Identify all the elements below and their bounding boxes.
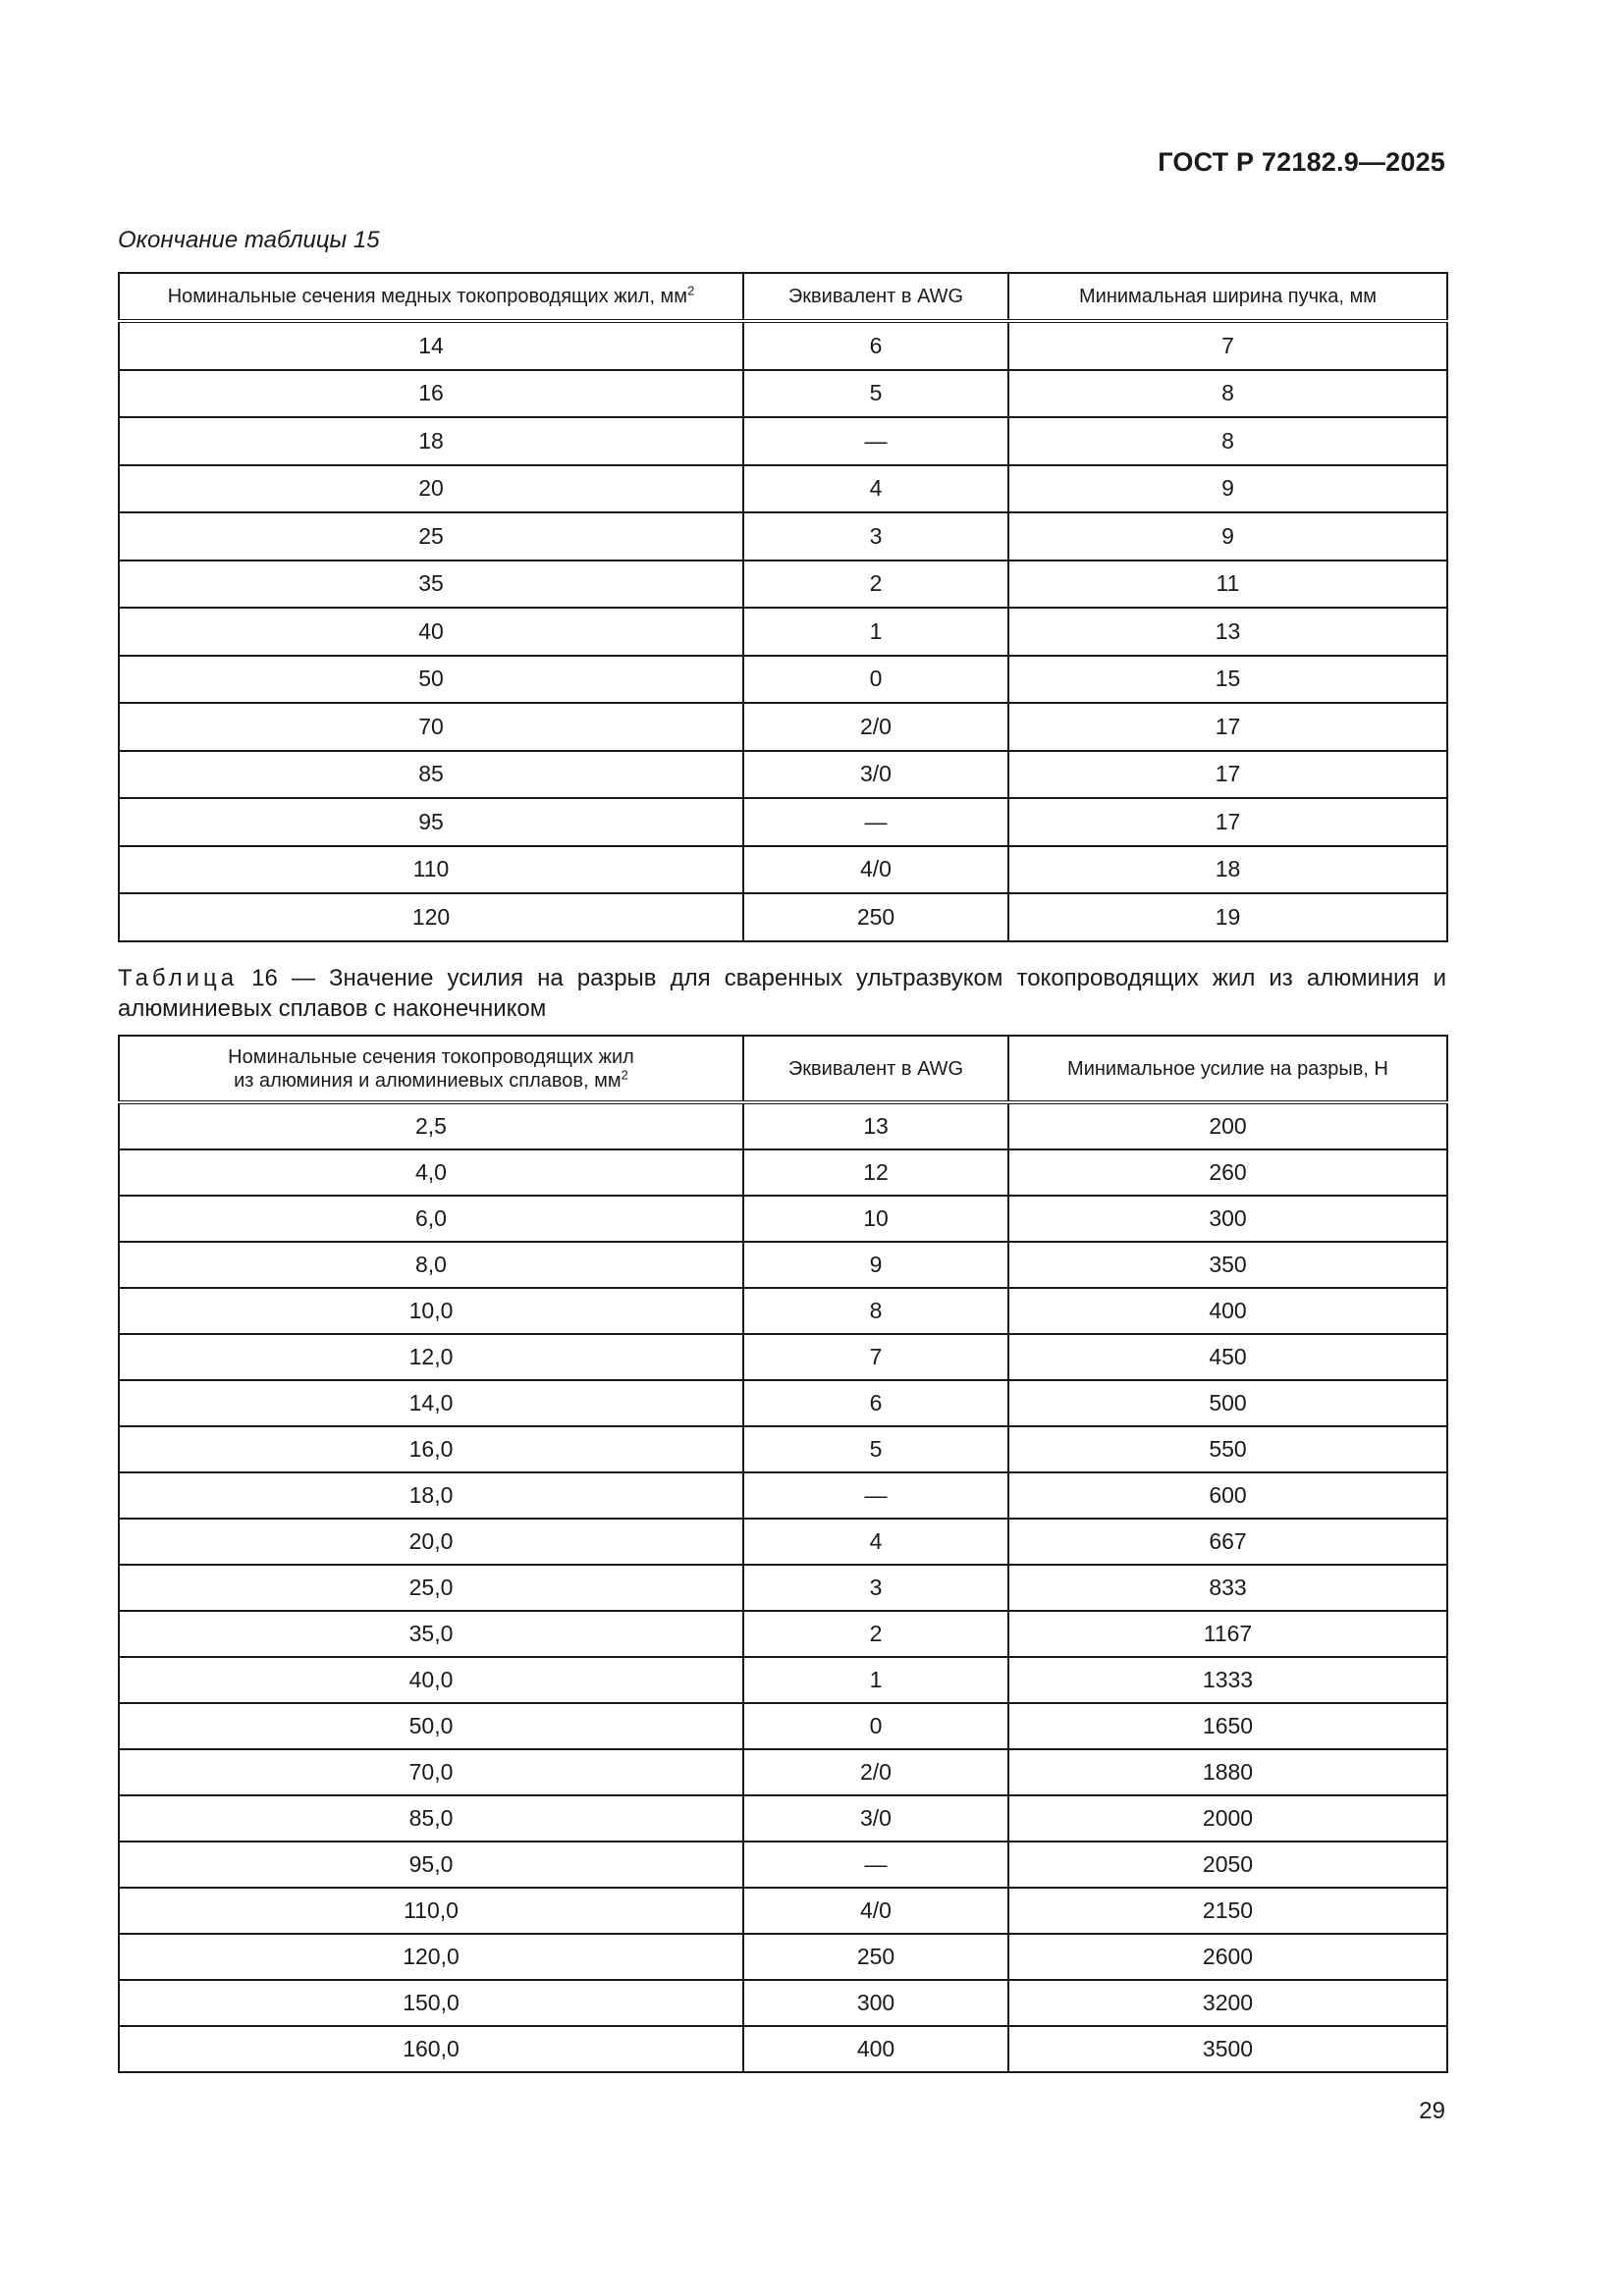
table16-row: [119, 1242, 1447, 1288]
table16-cell-value: 833: [1008, 1565, 1447, 1611]
table15-cell-cross-section: 16: [119, 370, 743, 418]
table16-cell-awg: —: [743, 1842, 1008, 1888]
table16-cell-cross-section: 160,0: [119, 2026, 743, 2072]
table15-cell-cross-section: 18: [119, 417, 743, 465]
table15-row: [119, 703, 1447, 751]
table16-header-cross-section: Номинальные сечения токопроводящих жил из алюминия и алюминиевых сплавов, $мм^2$: [119, 1036, 743, 1102]
table16-row: [119, 1611, 1447, 1657]
table16-cell-awg: 3: [743, 1565, 1008, 1611]
table16-cell-cross-section: 10,0: [119, 1288, 743, 1334]
table16-cell-awg: 6: [743, 1380, 1008, 1426]
table16-row: [119, 1288, 1447, 1334]
table15-cell-cross-section: 110: [119, 846, 743, 894]
table16-cell-value: 2050: [1008, 1842, 1447, 1888]
table16-cell-cross-section: 110,0: [119, 1888, 743, 1934]
table16-cell-value: 2600: [1008, 1934, 1447, 1980]
table16-header-min-force: Минимальное усилие на разрыв, Н: [1008, 1036, 1447, 1102]
table16-cell-awg: 10: [743, 1196, 1008, 1242]
table16-row: [119, 1519, 1447, 1565]
table16-caption-label: Таблица: [118, 965, 239, 991]
table15-cell-cross-section: 50: [119, 656, 743, 704]
table16-cell-value: 667: [1008, 1519, 1447, 1565]
table16-cell-value: 300: [1008, 1196, 1447, 1242]
table15-cell-value: 17: [1008, 703, 1447, 751]
table16-row: [119, 1196, 1447, 1242]
table16-cell-value: 350: [1008, 1242, 1447, 1288]
table15-header-row: [119, 273, 1447, 321]
table16-cell-awg: 12: [743, 1149, 1008, 1196]
table16-cell-awg: 3/0: [743, 1795, 1008, 1842]
table16-row: [119, 1565, 1447, 1611]
table16-cell-value: 1880: [1008, 1749, 1447, 1795]
table16-caption: [118, 963, 1446, 1024]
table16-row: [119, 2026, 1447, 2072]
table15-cell-value: 11: [1008, 561, 1447, 609]
table16-cell-awg: 250: [743, 1934, 1008, 1980]
table15-header-min-width: Минимальная ширина пучка, мм: [1008, 273, 1447, 321]
table16-cell-cross-section: 50,0: [119, 1703, 743, 1749]
table16-cell-cross-section: 20,0: [119, 1519, 743, 1565]
table16-cell-cross-section: 14,0: [119, 1380, 743, 1426]
table15-cell-cross-section: 120: [119, 893, 743, 941]
table16-cell-cross-section: 40,0: [119, 1657, 743, 1703]
table16-cell-cross-section: 85,0: [119, 1795, 743, 1842]
table16-cell-cross-section: 12,0: [119, 1334, 743, 1380]
table16-cell-awg: 300: [743, 1980, 1008, 2026]
table15-row: [119, 417, 1447, 465]
table16-cell-awg: 4: [743, 1519, 1008, 1565]
table15-row: [119, 846, 1447, 894]
table16-cell-value: 550: [1008, 1426, 1447, 1472]
table15-cell-cross-section: 70: [119, 703, 743, 751]
table15-cell-cross-section: 20: [119, 465, 743, 513]
table16-cell-awg: 8: [743, 1288, 1008, 1334]
table16-cell-value: 1167: [1008, 1611, 1447, 1657]
table16-row: [119, 1472, 1447, 1519]
table15-row: [119, 656, 1447, 704]
table-15: [118, 272, 1448, 942]
table15-cell-value: 8: [1008, 417, 1447, 465]
table16-caption-text: 16 — Значение усилия на разрыв для сваренных ультразвуком токопроводящих жил из алюминия и алюминиевых сплавов с наконечником: [118, 965, 1446, 1022]
table16-cell-value: 3200: [1008, 1980, 1447, 2026]
table16-cell-awg: 1: [743, 1657, 1008, 1703]
table15-header-awg: Эквивалент в AWG: [743, 273, 1008, 321]
table16-cell-value: 500: [1008, 1380, 1447, 1426]
table15-cell-value: 17: [1008, 751, 1447, 799]
table16-cell-awg: 4/0: [743, 1888, 1008, 1934]
table16-cell-cross-section: 18,0: [119, 1472, 743, 1519]
table15-row: [119, 370, 1447, 418]
table16-row: [119, 1795, 1447, 1842]
table16-row: [119, 1657, 1447, 1703]
table16-cell-cross-section: 35,0: [119, 1611, 743, 1657]
table15-cell-value: 15: [1008, 656, 1447, 704]
table15-row: [119, 751, 1447, 799]
table16-cell-awg: 5: [743, 1426, 1008, 1472]
table16-row: [119, 1703, 1447, 1749]
table-16: [118, 1035, 1448, 2073]
table15-cell-awg: 3: [743, 512, 1008, 561]
table16-cell-awg: 400: [743, 2026, 1008, 2072]
table15-cell-awg: 1: [743, 608, 1008, 656]
table16-cell-awg: 7: [743, 1334, 1008, 1380]
table15-row: [119, 798, 1447, 846]
table16-cell-awg: 9: [743, 1242, 1008, 1288]
table16-cell-awg: —: [743, 1472, 1008, 1519]
table15-cell-awg: 6: [743, 321, 1008, 370]
table16-cell-value: 200: [1008, 1102, 1447, 1149]
table16-cell-cross-section: 4,0: [119, 1149, 743, 1196]
table16-cell-cross-section: 25,0: [119, 1565, 743, 1611]
table15-cell-value: 18: [1008, 846, 1447, 894]
table16-row: [119, 1934, 1447, 1980]
table16-cell-cross-section: 120,0: [119, 1934, 743, 1980]
page-number: 29: [1419, 2098, 1445, 2124]
table15-cell-cross-section: 25: [119, 512, 743, 561]
table15-cell-value: 19: [1008, 893, 1447, 941]
table16-row: [119, 1334, 1447, 1380]
table16-row: [119, 1426, 1447, 1472]
table16-cell-cross-section: 2,5: [119, 1102, 743, 1149]
table15-row: [119, 512, 1447, 561]
table16-cell-value: 260: [1008, 1149, 1447, 1196]
table16-header-awg: Эквивалент в AWG: [743, 1036, 1008, 1102]
table16-cell-cross-section: 95,0: [119, 1842, 743, 1888]
table16-cell-value: 2000: [1008, 1795, 1447, 1842]
table16-row: [119, 1380, 1447, 1426]
table15-row: [119, 561, 1447, 609]
table15-cell-awg: 4: [743, 465, 1008, 513]
table16-cell-cross-section: 16,0: [119, 1426, 743, 1472]
table15-cell-value: 9: [1008, 512, 1447, 561]
table15-cell-value: 7: [1008, 321, 1447, 370]
table15-cell-awg: —: [743, 798, 1008, 846]
table15-cell-value: 8: [1008, 370, 1447, 418]
table16-row: [119, 1842, 1447, 1888]
table16-header-row: [119, 1036, 1447, 1102]
table16-cell-awg: 13: [743, 1102, 1008, 1149]
table16-cell-value: 2150: [1008, 1888, 1447, 1934]
table15-row: [119, 608, 1447, 656]
table16-cell-awg: 0: [743, 1703, 1008, 1749]
table15-row: [119, 321, 1447, 370]
table15-cell-awg: 2/0: [743, 703, 1008, 751]
table15-cell-cross-section: 40: [119, 608, 743, 656]
table16-cell-value: 400: [1008, 1288, 1447, 1334]
table15-cell-awg: 5: [743, 370, 1008, 418]
document-code: ГОСТ Р 72182.9—2025: [1158, 147, 1445, 177]
table16-row: [119, 1888, 1447, 1934]
table15-cell-awg: 0: [743, 656, 1008, 704]
table16-cell-cross-section: 8,0: [119, 1242, 743, 1288]
table16-cell-value: 3500: [1008, 2026, 1447, 2072]
table16-cell-cross-section: 6,0: [119, 1196, 743, 1242]
table15-cell-awg: 4/0: [743, 846, 1008, 894]
table15-cell-awg: 2: [743, 561, 1008, 609]
table16-cell-awg: 2: [743, 1611, 1008, 1657]
table16-cell-cross-section: 150,0: [119, 1980, 743, 2026]
table15-continuation-label: Окончание таблицы 15: [118, 227, 380, 253]
table15-cell-value: 9: [1008, 465, 1447, 513]
table15-cell-cross-section: 14: [119, 321, 743, 370]
table16-cell-value: 1333: [1008, 1657, 1447, 1703]
table15-header-cross-section: Номинальные сечения медных токопроводящих жил, $мм^2$: [119, 273, 743, 321]
table16-cell-value: 600: [1008, 1472, 1447, 1519]
table16-row: [119, 1102, 1447, 1149]
table16-row: [119, 1749, 1447, 1795]
table15-cell-value: 17: [1008, 798, 1447, 846]
table15-cell-awg: 3/0: [743, 751, 1008, 799]
table15-cell-cross-section: 35: [119, 561, 743, 609]
table15-cell-awg: 250: [743, 893, 1008, 941]
table15-row: [119, 465, 1447, 513]
table16-cell-awg: 2/0: [743, 1749, 1008, 1795]
table15-cell-value: 13: [1008, 608, 1447, 656]
table16-cell-cross-section: 70,0: [119, 1749, 743, 1795]
table16-cell-value: 450: [1008, 1334, 1447, 1380]
table15-cell-cross-section: 95: [119, 798, 743, 846]
table15-cell-cross-section: 85: [119, 751, 743, 799]
table16-cell-value: 1650: [1008, 1703, 1447, 1749]
table15-row: [119, 893, 1447, 941]
table16-row: [119, 1149, 1447, 1196]
table15-cell-awg: —: [743, 417, 1008, 465]
table16-row: [119, 1980, 1447, 2026]
